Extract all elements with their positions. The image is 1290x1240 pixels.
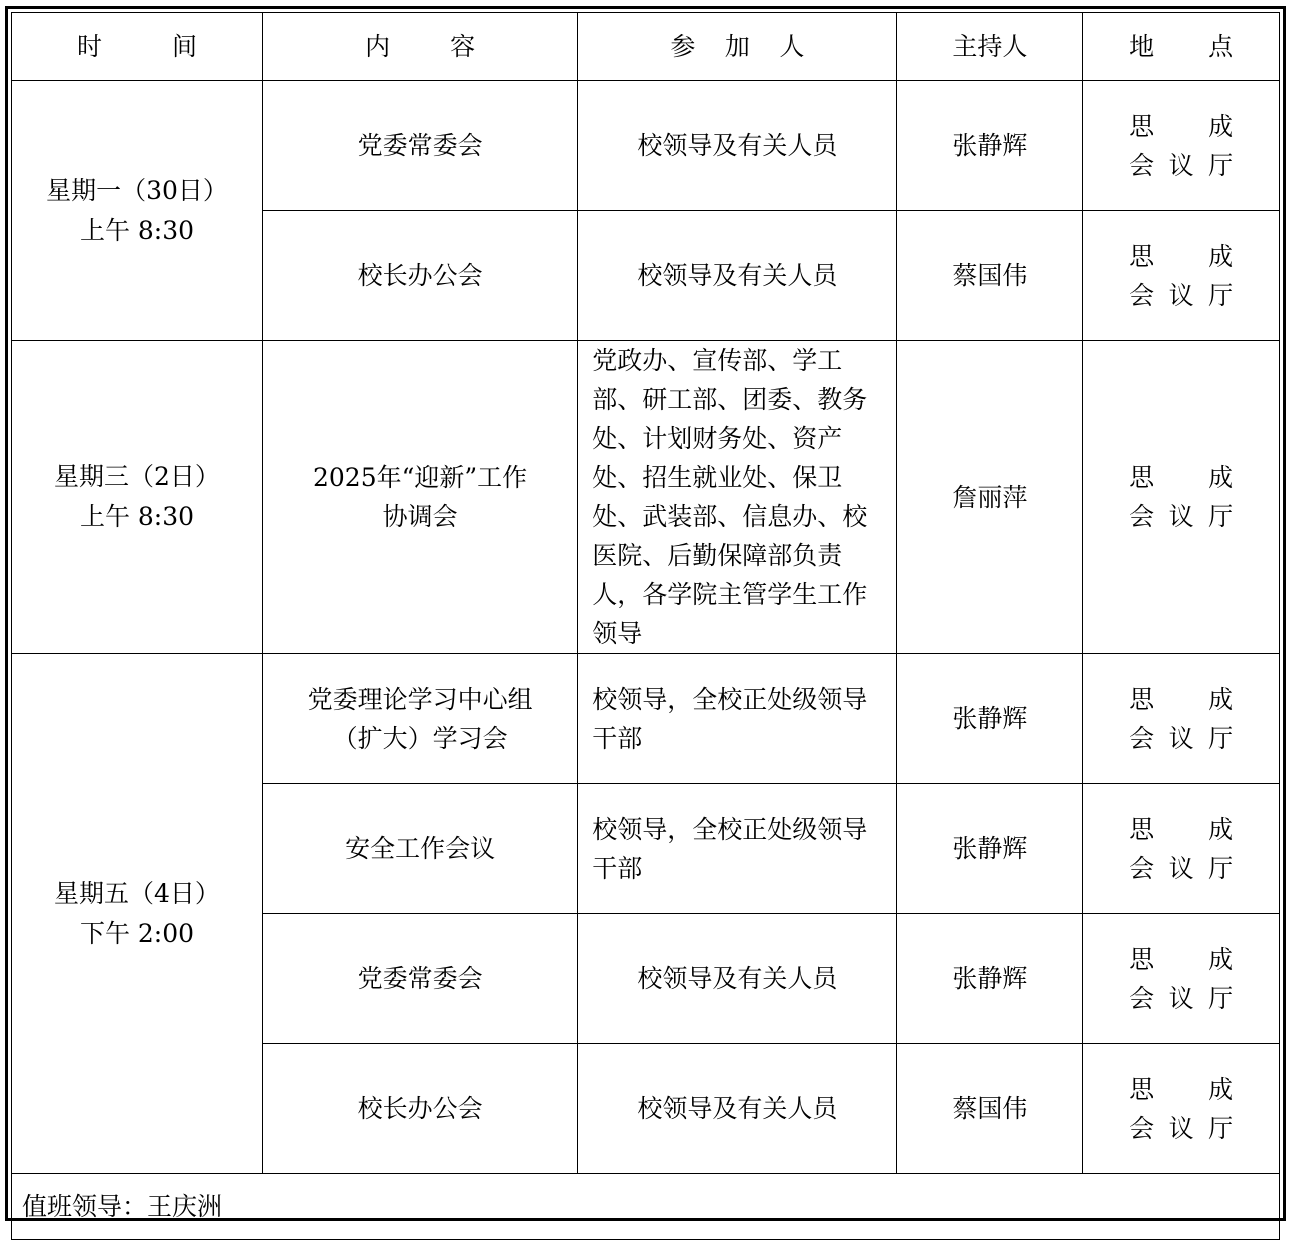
content-cell: 2025年“迎新”工作 协调会	[262, 341, 577, 654]
time-cell-wednesday: 星期三（2日） 上午 8:30	[12, 341, 263, 654]
participants-cell: 校领导及有关人员	[578, 914, 897, 1044]
duty-leader: 值班领导：王庆洲	[12, 1174, 1280, 1240]
content-cell: 安全工作会议	[262, 784, 577, 914]
participants-cell: 校领导及有关人员	[578, 1044, 897, 1174]
time-cell-monday: 星期一（30日） 上午 8:30	[12, 81, 263, 341]
venue-cell: 思 成 会 议 厅	[1083, 1044, 1280, 1174]
meeting-schedule-table	[11, 12, 1280, 1240]
venue-cell: 思 成 会 议 厅	[1083, 914, 1280, 1044]
venue-cell: 思 成 会 议 厅	[1083, 341, 1280, 654]
host-cell: 詹丽萍	[897, 341, 1083, 654]
time-cell-friday: 星期五（4日） 下午 2:00	[12, 654, 263, 1174]
venue-cell: 思 成 会 议 厅	[1083, 654, 1280, 784]
host-cell: 张静辉	[897, 914, 1083, 1044]
host-cell: 张静辉	[897, 654, 1083, 784]
table-row	[12, 81, 1280, 211]
header-host: 主持人	[897, 13, 1083, 81]
header-time: 时 间	[12, 13, 263, 81]
participants-cell: 校领导及有关人员	[578, 81, 897, 211]
header-place: 地 点	[1083, 13, 1280, 81]
host-cell: 张静辉	[897, 784, 1083, 914]
host-cell: 蔡国伟	[897, 1044, 1083, 1174]
content-cell: 党委常委会	[262, 81, 577, 211]
venue-cell: 思 成 会 议 厅	[1083, 211, 1280, 341]
schedule-frame	[5, 6, 1286, 1221]
content-cell: 校长办公会	[262, 211, 577, 341]
participants-cell: 党政办、宣传部、学工部、研工部、团委、教务处、计划财务处、资产处、招生就业处、保卫处、武装部、信息办、校医院、后勤保障部负责人，各学院主管学生工作领导	[578, 341, 897, 654]
participants-cell: 校领导，全校正处级领导干部	[578, 784, 897, 914]
header-content: 内 容	[262, 13, 577, 81]
content-cell: 校长办公会	[262, 1044, 577, 1174]
content-cell: 党委常委会	[262, 914, 577, 1044]
host-cell: 张静辉	[897, 81, 1083, 211]
participants-cell: 校领导，全校正处级领导干部	[578, 654, 897, 784]
table-row	[12, 341, 1280, 654]
table-row	[12, 654, 1280, 784]
host-cell: 蔡国伟	[897, 211, 1083, 341]
table-header-row	[12, 13, 1280, 81]
duty-row	[12, 1174, 1280, 1240]
content-cell: 党委理论学习中心组 （扩大）学习会	[262, 654, 577, 784]
participants-cell: 校领导及有关人员	[578, 211, 897, 341]
venue-cell: 思 成 会 议 厅	[1083, 784, 1280, 914]
venue-cell: 思 成 会 议 厅	[1083, 81, 1280, 211]
header-participants: 参 加 人	[578, 13, 897, 81]
